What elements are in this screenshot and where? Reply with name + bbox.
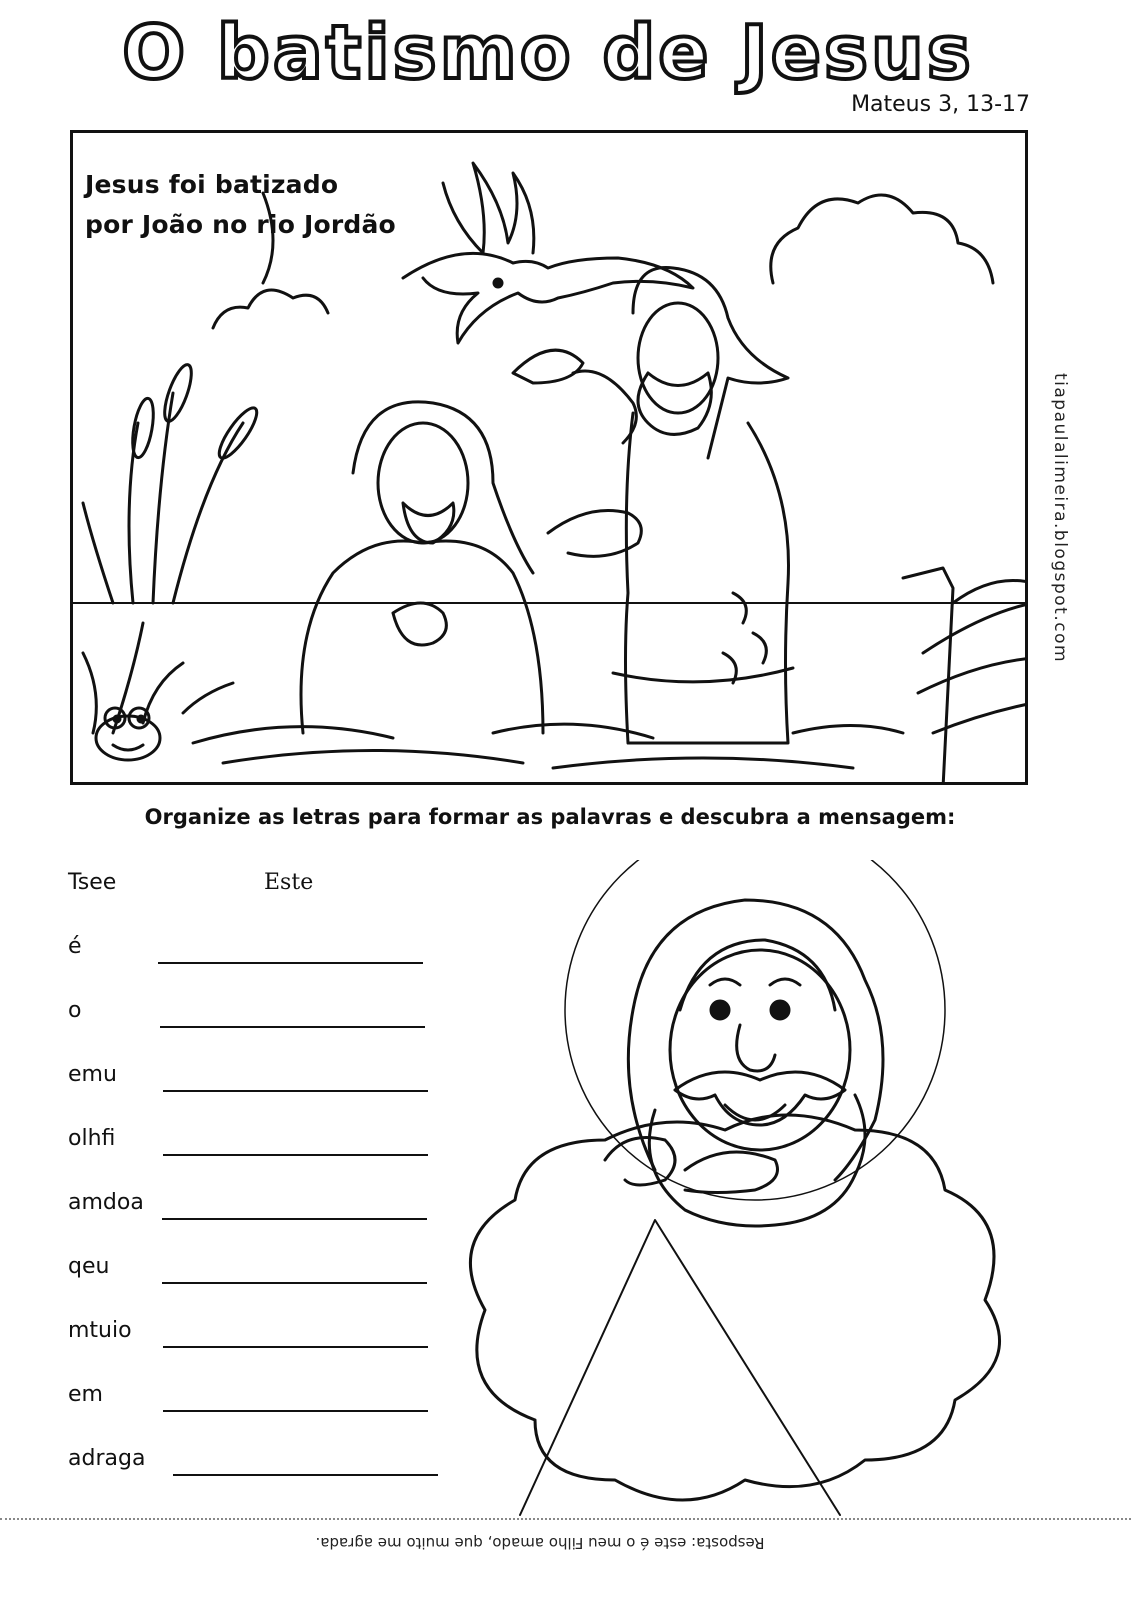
puzzle-row (68, 1372, 468, 1412)
scrambled-word: qeu (68, 1254, 110, 1279)
cloud-left (213, 290, 328, 328)
scrambled-word: adraga (68, 1446, 146, 1471)
scrambled-word: Tsee (68, 870, 117, 895)
puzzle-row (68, 1116, 468, 1156)
answer-blank[interactable] (158, 962, 423, 964)
scrambled-word: mtuio (68, 1318, 132, 1343)
scrambled-word: amdoa (68, 1190, 144, 1215)
caption-line-2: por João no rio Jordão (85, 210, 396, 239)
baptism-scene (70, 130, 1028, 785)
hands-icon (605, 1138, 778, 1193)
scene-caption (85, 165, 415, 245)
scrambled-word: em (68, 1382, 103, 1407)
bible-reference: Mateus 3, 13-17 (851, 92, 1030, 117)
answer-blank[interactable] (163, 1154, 428, 1156)
puzzle-instruction: Organize as letras para formar as palavras e descubra a mensagem: (144, 805, 956, 829)
cut-line (0, 1518, 1131, 1520)
puzzle-row (68, 924, 468, 964)
scrambled-word: o (68, 998, 82, 1023)
puzzle-row (68, 1052, 468, 1092)
scrambled-word: é (68, 934, 82, 959)
answer-blank[interactable] (173, 1474, 438, 1476)
god-on-cloud-illustration (455, 860, 1055, 1520)
title-text: O batismo de Jesus (122, 10, 974, 96)
cloud-right (771, 195, 993, 283)
answer-example: Este (264, 870, 314, 895)
puzzle-row (68, 988, 468, 1028)
boat-icon (903, 568, 1028, 785)
jesus-figure (301, 402, 543, 733)
river-water (73, 603, 1028, 768)
puzzle-row (68, 860, 468, 900)
answer-blank[interactable] (163, 1410, 428, 1412)
cloud-icon (470, 1115, 999, 1500)
john-the-baptist-figure (513, 268, 789, 743)
answer-blank[interactable] (162, 1218, 427, 1220)
scrambled-word: olhfi (68, 1126, 116, 1151)
reeds-icon (83, 362, 263, 733)
puzzle-row (68, 1436, 468, 1476)
word-puzzle (68, 860, 468, 1490)
puzzle-row (68, 1308, 468, 1348)
blog-url: tiapaulalimeira.blogspot.com (1050, 372, 1070, 664)
caption-line-1: Jesus foi batizado (85, 170, 339, 199)
answer-blank[interactable] (162, 1282, 427, 1284)
answer-blank[interactable] (163, 1346, 428, 1348)
puzzle-row (68, 1244, 468, 1284)
scrambled-word: emu (68, 1062, 117, 1087)
page-title (0, 6, 1131, 96)
puzzle-row (68, 1180, 468, 1220)
answer-blank[interactable] (160, 1026, 425, 1028)
answer-blank[interactable] (163, 1090, 428, 1092)
frog-icon (96, 708, 160, 760)
answer-key: Resposta: este é o meu Filho amado, que muito me agrada. (315, 1534, 765, 1552)
dove-icon (403, 163, 693, 343)
